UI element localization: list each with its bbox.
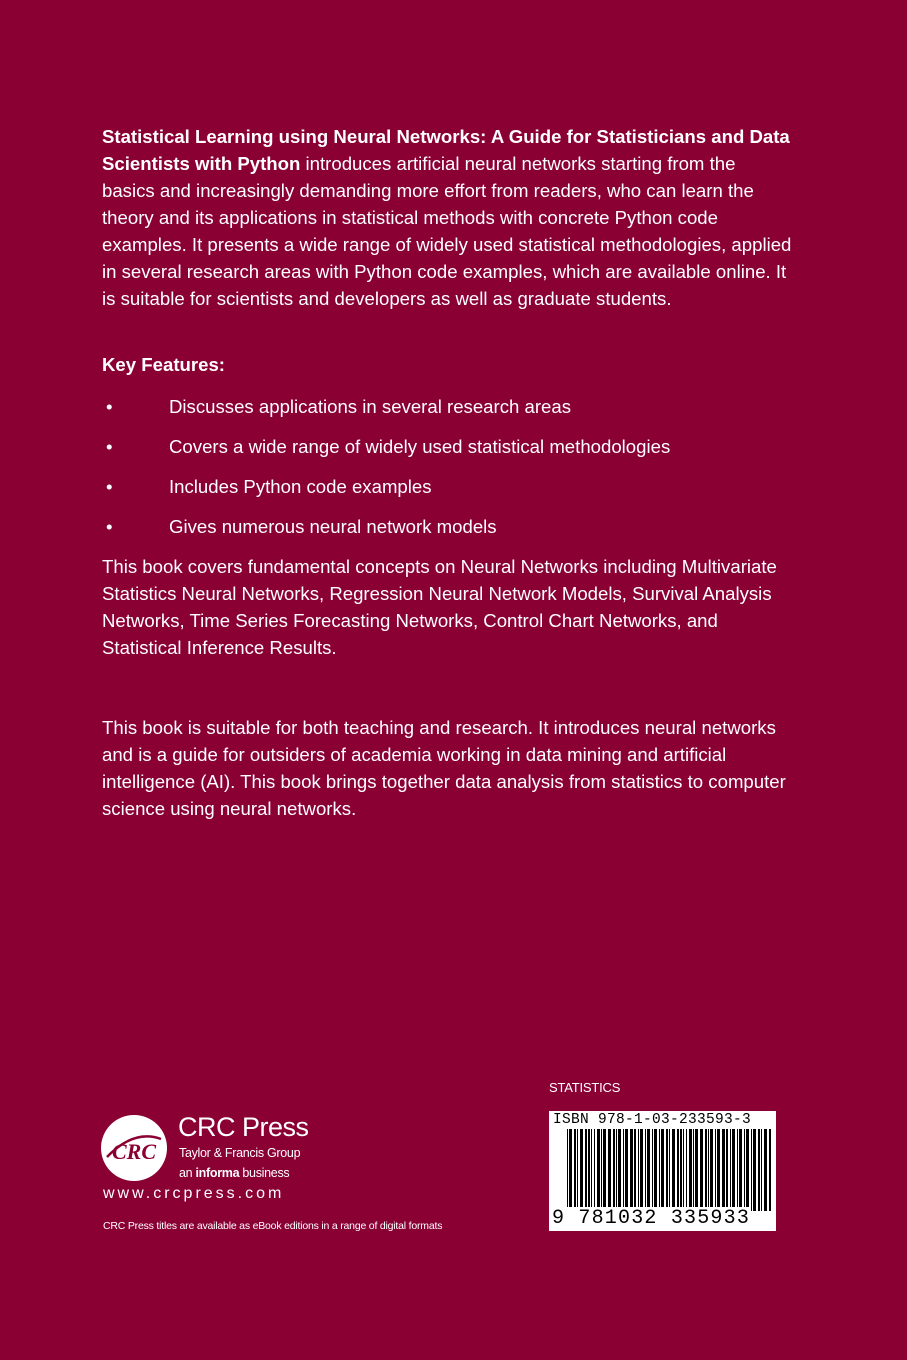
- barcode-bar: [751, 1129, 752, 1211]
- barcode-bar: [638, 1129, 639, 1211]
- barcode-bar: [597, 1129, 600, 1211]
- barcode-bar: [746, 1129, 749, 1211]
- barcode-bar: [603, 1129, 606, 1211]
- barcode-bar: [686, 1129, 687, 1211]
- book-title: Statistical Learning using Neural Networks: A Guide for Statisticians and Data Scientists with Python: [102, 126, 790, 174]
- barcode-bar: [661, 1129, 664, 1211]
- list-item: [102, 392, 802, 432]
- barcode-bar: [722, 1129, 725, 1211]
- coverage-paragraph: This book covers fundamental concepts on Neural Networks including Multivariate Statistics Neural Networks, Regression Neural Network Models, Survival Analysis Networks, Time Series Forecasting Networks, Control Chart Networks, and Statistical Inference Results.: [102, 556, 777, 658]
- barcode-bar: [744, 1129, 745, 1211]
- barcode-bar: [700, 1129, 703, 1211]
- barcode-bar: [705, 1129, 707, 1211]
- barcode-bar: [710, 1129, 713, 1211]
- key-features-heading: Key Features:: [102, 354, 225, 375]
- feature-text: Gives numerous neural network models: [169, 516, 497, 537]
- barcode-bar: [695, 1129, 698, 1211]
- publisher-group: Taylor & Francis Group: [179, 1146, 301, 1160]
- barcode-bar: [730, 1129, 731, 1211]
- barcode-bar: [758, 1129, 760, 1211]
- isbn-digits: 9 781032 335933: [552, 1207, 751, 1230]
- barcode-bar: [753, 1129, 756, 1211]
- barcode-bar: [574, 1129, 576, 1211]
- intro-body: introduces artificial neural networks starting from the basics and increasingly demanding more effort from readers, who can learn the theory and its applications in statistical methods with concrete Python code examples. It presents a wide range of widely used statistical methodologies, applied in several research areas with Python code examples, which are available online. It is suitable for scientists and developers as well as graduate students.: [102, 153, 792, 309]
- barcode-bar: [640, 1129, 643, 1211]
- barcode-bar: [726, 1129, 728, 1211]
- barcode-bar: [645, 1129, 646, 1211]
- barcode-bar: [618, 1129, 621, 1211]
- crc-logo-icon: [101, 1115, 167, 1181]
- barcode-bar: [634, 1129, 636, 1211]
- isbn-label: ISBN 978-1-03-233593-3: [553, 1112, 752, 1128]
- intro-paragraph: [102, 123, 792, 312]
- bullet: •: [106, 396, 113, 417]
- barcode-bar: [613, 1129, 615, 1211]
- barcode-bar: [715, 1129, 716, 1211]
- feature-text: Includes Python code examples: [169, 476, 432, 497]
- barcode-bar: [761, 1129, 762, 1211]
- barcode-bar: [652, 1129, 653, 1211]
- category-label: STATISTICS: [549, 1080, 621, 1095]
- list-item: [102, 512, 802, 552]
- barcode-bar: [625, 1129, 628, 1211]
- publisher-name: CRC Press: [178, 1112, 309, 1142]
- bullet: •: [106, 476, 113, 497]
- bullet: •: [106, 516, 113, 537]
- barcode-bar: [739, 1129, 742, 1211]
- barcode-bar: [654, 1129, 657, 1211]
- feature-text: Discusses applications in several research areas: [169, 396, 572, 417]
- barcode-bar: [683, 1129, 684, 1211]
- business-bold: informa: [195, 1166, 240, 1180]
- key-features-list: [102, 392, 802, 552]
- barcode-bar: [769, 1129, 771, 1211]
- barcode-bar: [616, 1129, 617, 1211]
- barcode-bar: [647, 1129, 650, 1211]
- barcode-bar: [669, 1129, 670, 1211]
- barcode-bar: [630, 1129, 633, 1211]
- logo-text: CRC: [111, 1139, 157, 1164]
- barcode-bar: [708, 1129, 709, 1211]
- barcode-bar: [623, 1129, 624, 1211]
- barcode-bar: [737, 1129, 738, 1211]
- feature-text: Covers a wide range of widely used statistical methodologies: [169, 436, 671, 457]
- list-item: [102, 472, 802, 512]
- list-item: [102, 432, 802, 472]
- barcode-bar: [608, 1129, 611, 1211]
- ebook-note: CRC Press titles are available as eBook editions in a range of digital formats: [103, 1220, 443, 1232]
- barcode-bar: [594, 1129, 595, 1211]
- barcode-bar: [591, 1129, 592, 1211]
- barcode-bar: [577, 1129, 578, 1211]
- barcode-bar: [672, 1129, 675, 1211]
- publisher-website[interactable]: www.crcpress.com: [103, 1185, 285, 1202]
- barcode-bar: [666, 1129, 668, 1211]
- barcode-bar: [693, 1129, 694, 1211]
- barcode-bar: [689, 1129, 692, 1211]
- barcode-bar: [659, 1129, 660, 1211]
- bullet: •: [106, 436, 113, 457]
- suitability-paragraph: This book is suitable for both teaching and research. It introduces neural networks and is a guide for outsiders of academia working in data mining and artificial intelligence (AI). This book brings together data analysis from statistics to computer science using neural networks.: [102, 717, 786, 819]
- publisher-business: [179, 1166, 289, 1180]
- barcode-bar: [580, 1129, 583, 1211]
- barcode-bar: [764, 1129, 767, 1211]
- barcode: [549, 1111, 776, 1231]
- barcode-bar: [588, 1129, 590, 1211]
- barcode-bar: [677, 1129, 679, 1211]
- barcode-bar: [717, 1129, 720, 1211]
- barcode-bar: [567, 1129, 568, 1211]
- barcode-bar: [585, 1129, 587, 1211]
- barcode-bar: [732, 1129, 735, 1211]
- barcode-bar: [569, 1129, 572, 1211]
- barcode-bar: [601, 1129, 602, 1211]
- business-prefix: an: [179, 1166, 196, 1180]
- barcode-bar: [680, 1129, 682, 1211]
- business-suffix: business: [239, 1166, 290, 1180]
